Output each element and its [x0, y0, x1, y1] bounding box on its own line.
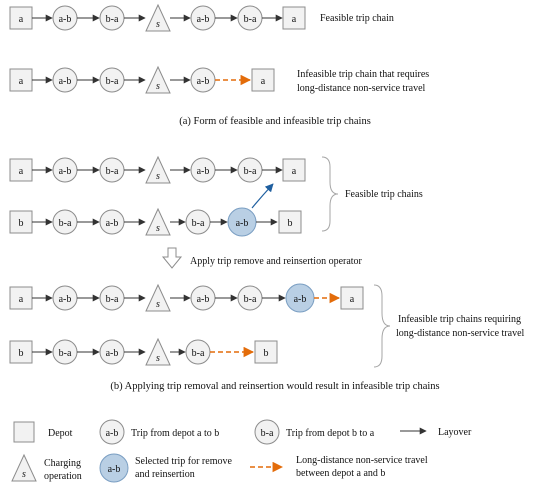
trip-node — [191, 286, 215, 310]
charging-node — [146, 67, 170, 93]
depot-label: b — [287, 218, 293, 229]
trip-label: a-b — [105, 218, 119, 229]
depot-node — [10, 341, 32, 363]
depot-node — [283, 159, 305, 181]
operator-down-arrow — [163, 248, 181, 268]
legend-ab — [100, 420, 219, 444]
trip-label: a-b — [58, 166, 72, 177]
chain-a2 — [10, 67, 429, 94]
depot-label: a — [291, 166, 297, 177]
depot-node — [252, 69, 274, 91]
trip-label: b-a — [191, 348, 205, 359]
trip-node — [191, 158, 215, 182]
legend-ba-label: Trip from depot b to a — [286, 428, 375, 439]
depot-label: a — [291, 14, 297, 25]
trip-node — [186, 340, 210, 364]
charging-label: s — [156, 299, 160, 310]
trip-label: a-b — [196, 76, 210, 87]
trip-label: b-a — [105, 294, 119, 305]
depot-label: a — [18, 294, 24, 305]
selected-trip-label: a-b — [293, 294, 307, 305]
chain-b2 — [10, 184, 301, 236]
depot-node — [10, 211, 32, 233]
trip-node — [53, 210, 77, 234]
trip-node — [238, 158, 262, 182]
trip-label: a-b — [196, 166, 210, 177]
trip-node — [191, 68, 215, 92]
legend-layover — [400, 427, 472, 438]
operator-label: Apply trip remove and reinsertion operator — [190, 256, 362, 267]
depot-node — [279, 211, 301, 233]
trip-label: a-b — [58, 294, 72, 305]
trip-node — [53, 340, 77, 364]
legend-selected-label-1: Selected trip for remove — [135, 456, 232, 467]
depot-label: a — [260, 76, 266, 87]
legend-charging-label-2: operation — [44, 471, 82, 482]
depot-node — [283, 7, 305, 29]
trip-node — [186, 210, 210, 234]
charging-node — [146, 285, 170, 311]
legend-layover-label: Layover — [438, 427, 472, 438]
trip-label: b-a — [243, 14, 257, 25]
depot-label: b — [18, 348, 24, 359]
trip-label: a-b — [58, 14, 72, 25]
depot-node — [10, 69, 32, 91]
charging-label: s — [156, 171, 160, 182]
trip-label: b-a — [191, 218, 205, 229]
depot-node — [10, 7, 32, 29]
chain-b4 — [10, 339, 277, 365]
selected-trip-node — [286, 284, 314, 312]
charging-node — [146, 339, 170, 365]
trip-label: b-a — [105, 76, 119, 87]
legend-depot-label: Depot — [48, 428, 73, 439]
depot-symbol — [14, 422, 34, 442]
trip-node — [53, 158, 77, 182]
legend-ab-symbol: a-b — [105, 428, 119, 439]
infeasible-brace — [374, 285, 390, 367]
trip-node — [100, 68, 124, 92]
infeasible-chain-label-1: Infeasible trip chain that requires — [297, 69, 430, 80]
trip-label: b-a — [105, 166, 119, 177]
legend — [12, 420, 472, 482]
legend-selected-symbol: a-b — [107, 464, 121, 475]
trip-node — [238, 286, 262, 310]
charging-label: s — [156, 81, 160, 92]
legend-deadhead — [250, 455, 428, 479]
depot-label: a — [18, 14, 24, 25]
legend-charging-label-1: Charging — [44, 458, 82, 469]
depot-label: b — [263, 348, 269, 359]
legend-selected-label-2: and reinsertion — [135, 469, 195, 480]
charging-label: s — [156, 223, 160, 234]
trip-node — [238, 6, 262, 30]
legend-selected — [100, 454, 232, 482]
feasible-chain-label: Feasible trip chain — [320, 13, 394, 24]
trip-node — [100, 340, 124, 364]
charging-label: s — [156, 19, 160, 30]
legend-ab-label: Trip from depot a to b — [131, 428, 220, 439]
depot-node — [10, 159, 32, 181]
depot-label: b — [18, 218, 24, 229]
charging-node — [146, 5, 170, 31]
caption-b: (b) Applying trip removal and reinsertion would result in infeasible trip chains — [110, 381, 440, 392]
trip-node — [100, 6, 124, 30]
trip-node — [53, 286, 77, 310]
selected-trip-label: a-b — [235, 218, 249, 229]
depot-label: a — [18, 166, 24, 177]
chain-a1 — [10, 5, 394, 31]
depot-node — [10, 287, 32, 309]
feasible-brace — [322, 157, 338, 231]
depot-label: a — [349, 294, 355, 305]
trip-label: b-a — [58, 218, 72, 229]
infeasible-chains-label-1: Infeasible trip chains requiring — [398, 314, 522, 325]
legend-ba — [255, 420, 375, 444]
depot-node — [255, 341, 277, 363]
caption-a: (a) Form of feasible and infeasible trip chains — [179, 116, 371, 127]
charging-node — [146, 209, 170, 235]
legend-charging — [12, 455, 82, 482]
trip-node — [191, 6, 215, 30]
trip-label: b-a — [105, 14, 119, 25]
charging-node — [146, 157, 170, 183]
legend-charging-symbol: s — [22, 469, 26, 480]
trip-node — [100, 158, 124, 182]
trip-label: a-b — [58, 76, 72, 87]
trip-label: b-a — [58, 348, 72, 359]
chain-b3 — [10, 284, 363, 312]
reinsertion-arrow — [252, 184, 273, 208]
charging-label: s — [156, 353, 160, 364]
trip-label: a-b — [105, 348, 119, 359]
trip-label: b-a — [243, 294, 257, 305]
infeasible-chain-label-2: long-distance non-service travel — [297, 83, 426, 94]
legend-deadhead-label-1: Long-distance non-service travel — [296, 455, 428, 466]
chain-b1 — [10, 157, 305, 183]
infeasible-chains-label-2: long-distance non-service travel — [396, 328, 525, 339]
legend-ba-symbol: b-a — [260, 428, 274, 439]
trip-node — [53, 68, 77, 92]
selected-trip-node — [228, 208, 256, 236]
depot-node — [341, 287, 363, 309]
feasible-chains-label: Feasible trip chains — [345, 189, 423, 200]
trip-label: a-b — [196, 14, 210, 25]
trip-node — [53, 6, 77, 30]
trip-label: a-b — [196, 294, 210, 305]
legend-deadhead-label-2: between depot a and b — [296, 468, 386, 479]
trip-node — [100, 286, 124, 310]
depot-label: a — [18, 76, 24, 87]
trip-label: b-a — [243, 166, 257, 177]
trip-node — [100, 210, 124, 234]
legend-depot — [14, 422, 73, 442]
